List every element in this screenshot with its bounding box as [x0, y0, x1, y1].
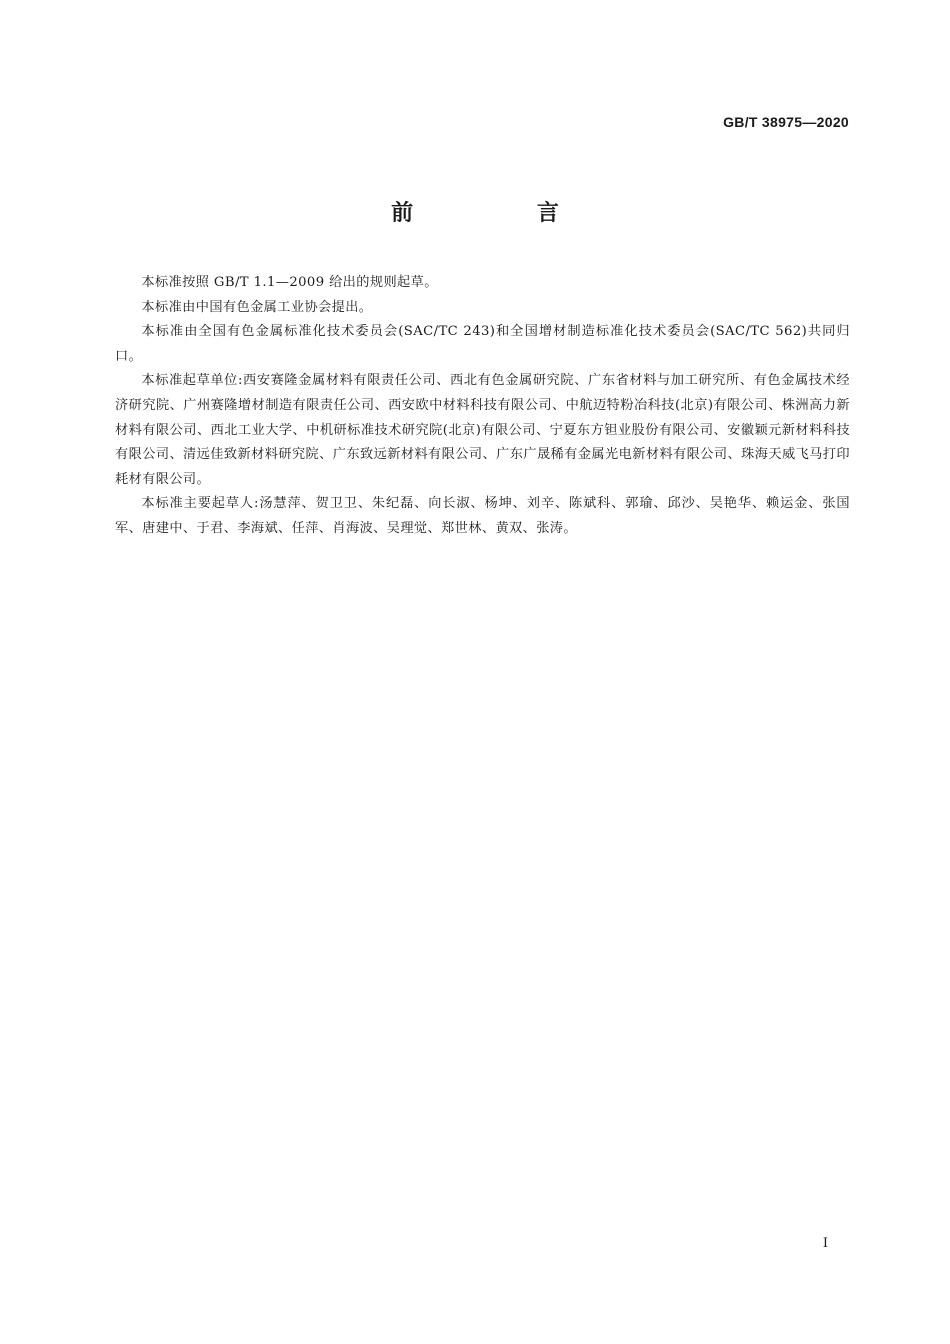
paragraph-committee: 本标准由全国有色金属标准化技术委员会(SAC/TC 243)和全国增材制造标准化技术委员会(SAC/TC 562)共同归口。 — [115, 324, 850, 364]
paragraph-proposer: 本标准由中国有色金属工业协会提出。 — [141, 299, 373, 315]
foreword-body — [115, 271, 850, 542]
paragraph-drafting-units: 本标准起草单位:西安赛隆金属材料有限责任公司、西北有色金属研究院、广东省材料与加工研究所、有色金属技术经济研究院、广州赛隆增材制造有限责任公司、西安欧中材料科技有限公司、中航迈特粉冶科技(北京)有限公司、株洲高力新材料有限公司、西北工业大学、中机研标准技术研究院(北京)有限公司、宁夏东方钽业股份有限公司、安徽颖元新材料科技有限公司、清远佳致新材料研究院、广东致远新材料有限公司、广东广晟稀有金属光电新材料有限公司、珠海天威飞马打印耗材有限公司。 — [115, 373, 850, 487]
paragraph-main-drafters: 本标准主要起草人:汤慧萍、贺卫卫、朱纪磊、向长淑、杨坤、刘辛、陈斌科、郭瑜、邱沙、吴艳华、赖运金、张国军、唐建中、于君、李海斌、任萍、肖海波、吴理觉、郑世林、黄双、张涛。 — [115, 496, 850, 536]
page-title: 前 言 — [391, 201, 617, 226]
page-number: I — [822, 1236, 828, 1251]
paragraph-drafting-rules: 本标准按照 GB/T 1.1—2009 给出的规则起草。 — [141, 275, 438, 290]
standard-code: GB/T 38975—2020 — [723, 114, 849, 130]
